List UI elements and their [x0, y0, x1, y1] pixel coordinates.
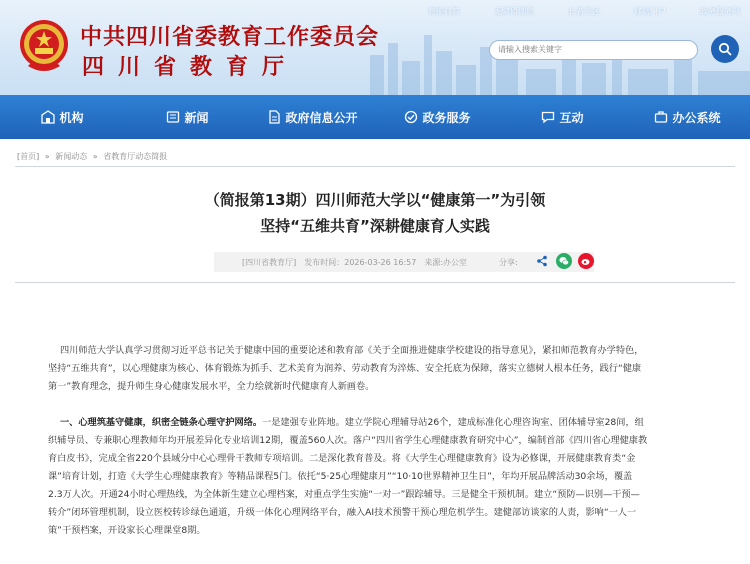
article-source: [四川省教育厅] — [242, 257, 297, 267]
section-line: 织辅导员、专兼职心理教师年均开展差异化专业培训12期，覆盖560人次。落户“四川省学生心理健康教育研究中心”，编制首部《四川省心理健康教 — [48, 435, 648, 446]
share-icon — [536, 255, 548, 267]
section-line: 一是建强专业阵地。建立学院心理辅导站26个，建成标准化心理咨询室、团体辅导室28间，组 — [262, 417, 644, 428]
nav-item-news[interactable] — [125, 95, 250, 139]
intro-line: 坚持“五维共育”，以心理健康为核心、体育锻炼为抓手、艺术美育为润养、劳动教育为淬炼、安全托底为保障，落实立德树人根本任务，践行“健康 — [48, 363, 642, 374]
nav-item-organization[interactable] — [0, 95, 125, 139]
nav-label: 新闻 — [184, 110, 209, 125]
breadcrumb-divider — [15, 166, 735, 167]
nav-item-gov-service[interactable] — [375, 95, 500, 139]
top-links-bar — [394, 6, 740, 17]
city-skyline-image — [330, 25, 750, 95]
section-line: 育白皮书》，完成全省220个县域分中心心理骨干教师专项培训。二是深化教育普及。将《大学生心理健康教育》设为必修课，开展健康教育类“金 — [48, 453, 636, 464]
main-nav — [0, 95, 750, 139]
section-1-heading: 一、心理筑基守健康，织密全链条心理守护网络。 — [60, 417, 263, 428]
top-link-mobile[interactable]: 移动门户 — [634, 7, 666, 16]
document-icon — [267, 110, 281, 124]
intro-line: 四川师范大学认真学习贯彻习近平总书记关于健康中国的重要论述和教育部《关于全面推进健康学校建设的指导意见》，紧扣师范教育办学特色， — [60, 345, 644, 356]
org-title: 中共四川省委教育工作委员会 — [80, 24, 380, 50]
nav-label: 机构 — [59, 110, 84, 125]
section-line: 2.3万人次。开通24小时心理热线，为全体新生建立心理档案，对重点学生实施“一对一”跟踪辅导。三是健全干预机制。建立“预防—识别—干预— — [48, 489, 640, 500]
top-link-accessibility[interactable]: 无障碍浏览 — [494, 7, 534, 16]
chat-icon — [541, 110, 555, 124]
article-title-line2: 坚持“五维共育”深耕健康育人实践 — [260, 217, 490, 235]
org-subtitle: 四川省教育厅 — [82, 54, 299, 80]
article-publish-time: 发布时间：2026-03-26 16:57 — [304, 257, 417, 267]
office-icon — [654, 110, 668, 124]
breadcrumb-separator: » — [44, 152, 50, 161]
national-emblem-icon — [18, 16, 70, 76]
building-icon — [41, 110, 55, 124]
top-link-gov-service[interactable]: 政务服务网 — [700, 7, 740, 16]
section-line: 转介”闭环管理机制，设立医校转诊绿色通道，升级一体化心理网络平台，融入AI技术预警干预心理危机学生。建健部访谈家的人责，影响“一人一 — [48, 507, 637, 518]
share-generic-button[interactable] — [534, 253, 550, 269]
breadcrumb — [17, 151, 170, 162]
breadcrumb-briefing[interactable]: 省教育厅动态简报 — [103, 152, 168, 161]
article-section-1 — [48, 414, 701, 540]
breadcrumb-news[interactable]: 新闻动态 — [55, 152, 88, 161]
nav-item-interaction[interactable] — [500, 95, 625, 139]
share-wechat-button[interactable] — [556, 253, 572, 269]
share-icons — [534, 253, 594, 269]
search-icon — [718, 42, 732, 56]
article-title-line1: （简报第13期）四川师范大学以“健康第一”为引领 — [204, 191, 546, 209]
nav-label: 政府信息公开 — [285, 110, 358, 125]
article-origin: 来源:办公室 — [424, 257, 468, 267]
wechat-icon — [558, 255, 570, 267]
share-label: 分享: — [499, 257, 518, 267]
search-input[interactable]: 请输入搜索关键字 — [489, 40, 698, 60]
search-button[interactable] — [711, 35, 739, 63]
top-link-qa[interactable]: 智能问答 — [428, 7, 460, 16]
breadcrumb-home[interactable]: [首页] — [17, 152, 40, 161]
nav-item-info-disclosure[interactable] — [250, 95, 375, 139]
nav-label: 互动 — [559, 110, 584, 125]
top-link-elderly[interactable]: 长者专区 — [568, 7, 600, 16]
article-intro — [48, 342, 701, 396]
intro-line: 第一”教育理念，提升师生身心健康发展水平，全力绘就新时代健康育人新画卷。 — [48, 381, 375, 392]
share-weibo-button[interactable] — [578, 253, 594, 269]
site-header — [0, 0, 750, 95]
service-icon — [404, 110, 418, 124]
breadcrumb-separator: » — [92, 152, 98, 161]
nav-label: 办公系统 — [672, 110, 721, 125]
section-line: 策”干预档案，开设家长心理课堂8期。 — [48, 525, 206, 536]
meta-divider — [15, 282, 735, 283]
nav-item-office-system[interactable] — [625, 95, 750, 139]
weibo-icon — [580, 255, 592, 267]
nav-label: 政务服务 — [422, 110, 471, 125]
section-line: 课”培育计划，打造《大学生心理健康教育》等精品课程5门。依托“5·25心理健康月”“10·10世界精神卫生日”，年均开展品牌活动30余场，覆盖 — [48, 471, 633, 482]
news-icon — [166, 110, 180, 124]
